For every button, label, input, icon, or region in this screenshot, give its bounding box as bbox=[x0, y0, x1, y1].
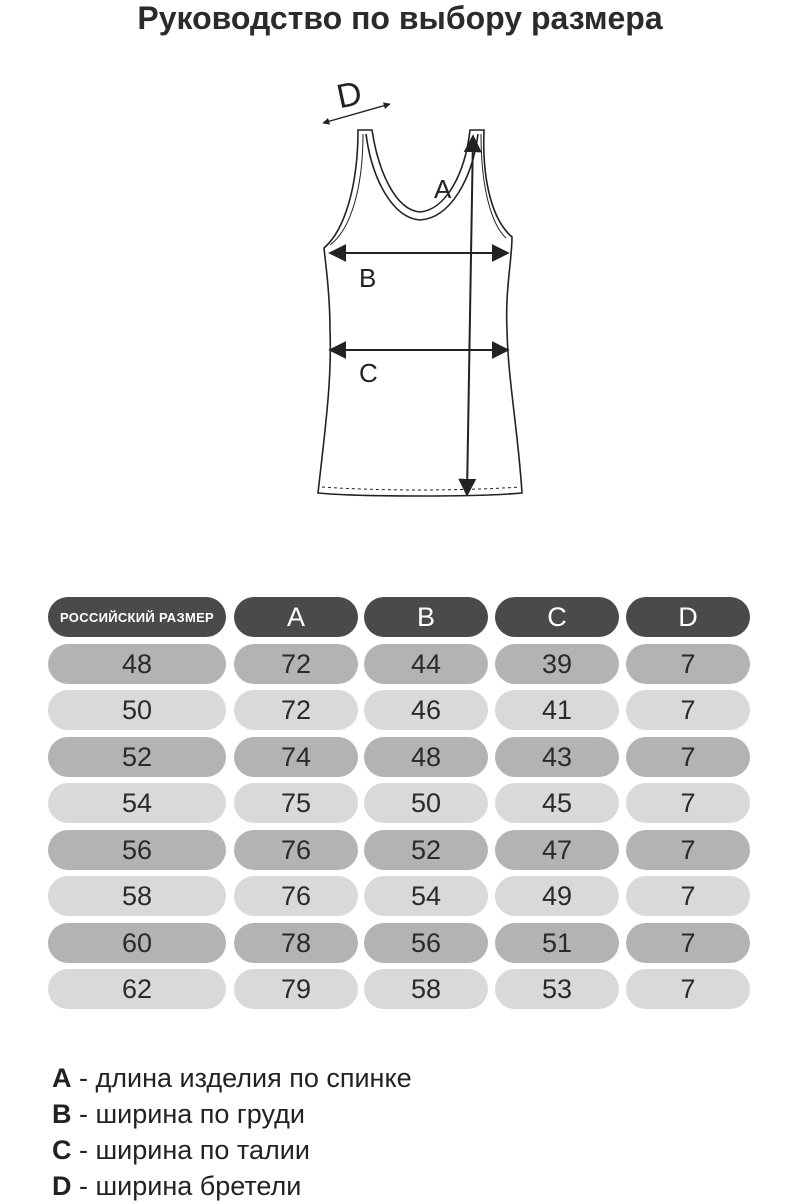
table-cell: 7 bbox=[626, 690, 750, 730]
table-cell: 76 bbox=[234, 876, 358, 916]
tank-top-diagram bbox=[300, 60, 540, 510]
legend bbox=[52, 1060, 412, 1204]
table-cell: 76 bbox=[234, 830, 358, 870]
legend-text: - ширина по талии bbox=[71, 1135, 310, 1165]
legend-text: - длина изделия по спинке bbox=[71, 1063, 412, 1093]
table-cell: 58 bbox=[364, 969, 488, 1009]
legend-letter: A bbox=[52, 1063, 72, 1093]
table-cell: 53 bbox=[495, 969, 619, 1009]
legend-letter: D bbox=[52, 1171, 72, 1201]
legend-item-b bbox=[52, 1096, 412, 1132]
table-cell: 72 bbox=[234, 690, 358, 730]
legend-letter: B bbox=[52, 1099, 72, 1129]
table-cell: 50 bbox=[48, 690, 226, 730]
legend-letter: C bbox=[52, 1135, 72, 1165]
table-cell: 7 bbox=[626, 783, 750, 823]
table-cell: 62 bbox=[48, 969, 226, 1009]
table-cell: 75 bbox=[234, 783, 358, 823]
table-cell: 56 bbox=[48, 830, 226, 870]
garment-outline bbox=[318, 130, 522, 496]
table-cell: 49 bbox=[495, 876, 619, 916]
header-c: C bbox=[495, 597, 619, 637]
table-cell: 41 bbox=[495, 690, 619, 730]
header-d: D bbox=[626, 597, 750, 637]
table-cell: 60 bbox=[48, 923, 226, 963]
table-cell: 54 bbox=[48, 783, 226, 823]
table-cell: 52 bbox=[48, 737, 226, 777]
table-cell: 7 bbox=[626, 737, 750, 777]
table-cell: 44 bbox=[364, 644, 488, 684]
table-cell: 48 bbox=[364, 737, 488, 777]
label-b: B bbox=[359, 263, 377, 293]
table-cell: 54 bbox=[364, 876, 488, 916]
legend-text: - ширина бретели bbox=[71, 1171, 302, 1201]
legend-item-a bbox=[52, 1060, 412, 1096]
table-cell: 45 bbox=[495, 783, 619, 823]
label-c: C bbox=[359, 358, 378, 388]
header-a: A bbox=[234, 597, 358, 637]
table-cell: 47 bbox=[495, 830, 619, 870]
legend-item-d bbox=[52, 1168, 412, 1204]
measure-a-arrow bbox=[467, 136, 473, 495]
table-cell: 7 bbox=[626, 644, 750, 684]
label-d: D bbox=[333, 74, 366, 117]
page-title: Руководство по выбору размера bbox=[137, 0, 663, 36]
table-cell: 7 bbox=[626, 830, 750, 870]
table-cell: 7 bbox=[626, 923, 750, 963]
table-cell: 7 bbox=[626, 969, 750, 1009]
header-b: B bbox=[364, 597, 488, 637]
table-cell: 46 bbox=[364, 690, 488, 730]
legend-item-c bbox=[52, 1132, 412, 1168]
table-cell: 58 bbox=[48, 876, 226, 916]
table-cell: 78 bbox=[234, 923, 358, 963]
label-a: A bbox=[434, 174, 452, 204]
table-cell: 79 bbox=[234, 969, 358, 1009]
table-cell: 52 bbox=[364, 830, 488, 870]
table-cell: 56 bbox=[364, 923, 488, 963]
table-cell: 43 bbox=[495, 737, 619, 777]
table-cell: 50 bbox=[364, 783, 488, 823]
table-cell: 51 bbox=[495, 923, 619, 963]
table-cell: 74 bbox=[234, 737, 358, 777]
table-cell: 72 bbox=[234, 644, 358, 684]
header-russian-size: РОССИЙСКИЙ РАЗМЕР bbox=[48, 597, 226, 637]
legend-text: - ширина по груди bbox=[71, 1099, 305, 1129]
table-cell: 48 bbox=[48, 644, 226, 684]
table-cell: 39 bbox=[495, 644, 619, 684]
table-cell: 7 bbox=[626, 876, 750, 916]
